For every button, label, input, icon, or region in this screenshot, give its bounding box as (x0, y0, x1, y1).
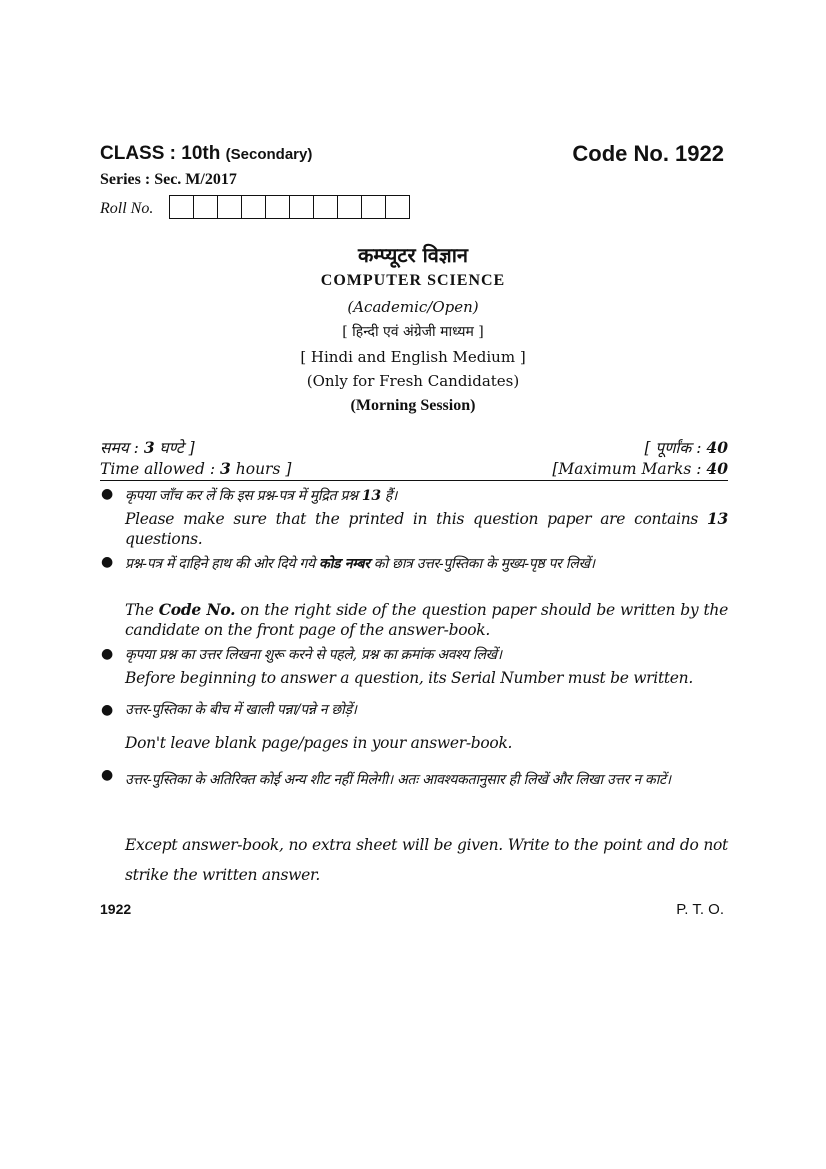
instruction-english: Please make sure that the printed in this question paper are contains 13 questions. (125, 509, 728, 548)
roll-number-boxes[interactable] (169, 195, 410, 219)
instruction-english: Before beginning to answer a question, its Serial Number must be written. (125, 669, 693, 687)
class-label: CLASS : 10th (100, 143, 221, 164)
footer-code: 1922 (100, 901, 132, 917)
instruction-english: The Code No. on the right side of the question paper should be written by the candidate on the front page of the answer-book. (125, 600, 728, 639)
marks-hindi: [ पूर्णांक : 40 (644, 438, 728, 457)
instruction-english: Except answer-book, no extra sheet will be given. Write to the point and do not strike the written answer. (125, 836, 728, 884)
footer-pto: P. T. O. (676, 901, 724, 918)
code-number: Code No. 1922 (572, 141, 724, 166)
medium-hindi: [ हिन्दी एवं अंग्रेजी माध्यम ] (342, 324, 484, 340)
bullet: ● (101, 486, 114, 502)
medium-english: [ Hindi and English Medium ] (300, 348, 526, 366)
bullet: ● (101, 702, 114, 718)
instruction-hindi: कृपया प्रश्न का उत्तर लिखना शुरू करने से पहले, प्रश्न का क्रमांक अवश्य लिखें। (125, 647, 502, 663)
class-sub: (Secondary) (225, 146, 313, 163)
instruction-hindi: प्रश्न-पत्र में दाहिने हाथ की ओर दिये गये कोड नम्बर को छात्र उत्तर-पुस्तिका के मुख्य-पृष्ठ पर लिखें। (125, 556, 595, 572)
instruction-hindi: उत्तर-पुस्तिका के अतिरिक्त कोई अन्य शीट नहीं मिलेगी। अतः आवश्यकतानुसार ही लिखें और लिखा उत्तर न काटें। (125, 772, 671, 788)
title-hindi: कम्प्यूटर विज्ञान (358, 243, 468, 267)
class-heading (100, 143, 312, 165)
bullet: ● (101, 767, 114, 783)
series: Series : Sec. M/2017 (100, 171, 237, 188)
session: (Morning Session) (350, 397, 476, 414)
bullet: ● (101, 646, 114, 662)
divider (100, 480, 728, 481)
roll-label: Roll No. (100, 200, 154, 217)
time-hindi: समय : 3 घण्टे ] (100, 438, 195, 457)
time-english: Time allowed : 3 hours ] (100, 459, 292, 478)
candidates-note: (Only for Fresh Candidates) (306, 372, 520, 390)
marks-english: [Maximum Marks : 40 (552, 459, 728, 478)
bullet: ● (101, 554, 114, 570)
instruction-english: Don't leave blank page/pages in your answer-book. (125, 734, 513, 752)
instruction-hindi: कृपया जाँच कर लें कि इस प्रश्न-पत्र में मुद्रित प्रश्न 13 हैं। (125, 488, 398, 504)
title-english: COMPUTER SCIENCE (320, 272, 506, 289)
instruction-hindi: उत्तर-पुस्तिका के बीच में खाली पन्ना/पन्ने न छोड़ें। (125, 702, 357, 718)
mode: (Academic/Open) (347, 298, 479, 316)
